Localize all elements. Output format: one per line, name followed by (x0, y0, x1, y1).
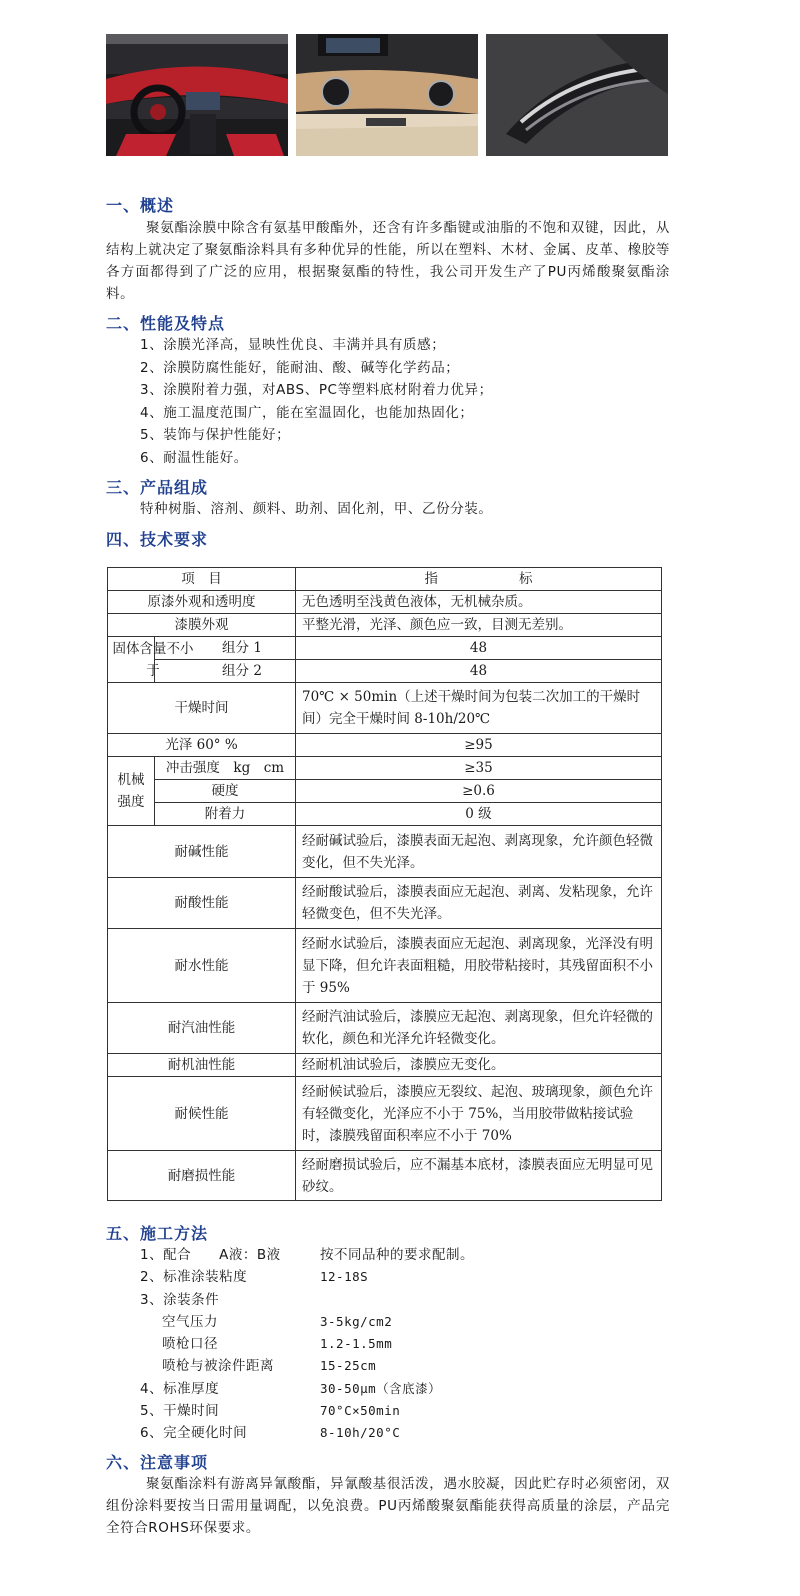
table-row (108, 1151, 662, 1201)
table-row (108, 614, 662, 637)
notes-text: 聚氨酯涂料有游离异氰酸酯，异氰酸基很活泼，遇水胶凝，因此贮存时必须密闭，双组份涂料要按当日需用量调配，以免浪费。PU丙烯酸聚氨酯能获得高质量的涂层，产品完全符合ROHS环保要求。 (106, 1476, 670, 1536)
section-title-application: 五、施工方法 (106, 1224, 209, 1243)
row-label: 耐汽油性能 (108, 1003, 296, 1054)
row-value: ≥95 (296, 734, 662, 757)
step-sub-label: 空气压力 (162, 1313, 218, 1330)
step-value: 按不同品种的要求配制。 (320, 1247, 474, 1263)
step-row (140, 1422, 660, 1444)
step-label: 3、涂装条件 (140, 1291, 220, 1308)
row-label: 附着力 (155, 803, 296, 826)
composition-text: 特种树脂、溶剂、颜料、助剂、固化剂，甲、乙份分装。 (140, 501, 493, 517)
row-value: 经耐水试验后，漆膜表面应无起泡、剥离现象，光泽没有明显下降，但允许表面粗糙，用胶带粘接时，其残留面积不小于 95% (296, 929, 662, 1003)
step-value: 8-10h/20°C (320, 1425, 401, 1441)
car-dashboard-trim-photo (296, 34, 478, 156)
row-value: 经耐酸试验后，漆膜表面应无起泡、剥离、发粘现象，允许轻微变色，但不失光泽。 (296, 878, 662, 929)
row-label: 耐机油性能 (108, 1054, 296, 1077)
step-value: 1.2-1.5mm (320, 1336, 393, 1352)
header-item: 项 目 (108, 568, 296, 591)
table-row (108, 637, 662, 660)
table-row (108, 929, 662, 1003)
step-label: 5、干燥时间 (140, 1403, 220, 1420)
step-row (140, 1400, 660, 1422)
row-label: 硬度 (155, 780, 296, 803)
feature-item: 2、涂膜防腐性能好，能耐油、酸、碱等化学药品； (140, 359, 460, 376)
row-value: 经耐汽油试验后，漆膜应无起泡、剥离现象，但允许轻微的软化，颜色和光泽允许轻微变化。 (296, 1003, 662, 1054)
step-row (140, 1333, 660, 1355)
row-value: 经耐候试验后，漆膜应无裂纹、起泡、玻璃现象，颜色允许有轻微变化，光泽应不小于 75%，当用胶带做粘接试验时，漆膜残留面积率应不小于 70% (296, 1077, 662, 1151)
step-row (140, 1289, 660, 1311)
row-label: 原漆外观和透明度 (108, 591, 296, 614)
row-label: 干燥时间 (108, 683, 296, 734)
table-row (108, 780, 662, 803)
row-label: 光泽 60° % (108, 734, 296, 757)
features-list (140, 334, 493, 469)
table-row (108, 878, 662, 929)
row-label: 耐候性能 (108, 1077, 296, 1151)
row-value: 经耐磨损试验后，应不漏基本底材，漆膜表面应无明显可见砂纹。 (296, 1151, 662, 1201)
step-label: 1、配合 A液：B液 (140, 1247, 281, 1263)
step-label: 6、完全硬化时间 (140, 1425, 248, 1442)
row-value: 48 (296, 660, 662, 683)
header-index: 指 标 (296, 568, 662, 591)
car-door-handle-photo (486, 34, 668, 156)
step-value: 70°C×50min (320, 1403, 401, 1419)
row-label: 耐水性能 (108, 929, 296, 1003)
row-value: 48 (296, 637, 662, 660)
table-row (108, 826, 662, 878)
notes-paragraph (106, 1473, 670, 1539)
row-label: 组分 1 (155, 637, 296, 660)
table-row (108, 591, 662, 614)
overview-paragraph (106, 217, 670, 305)
step-row (140, 1266, 660, 1288)
table-row (108, 803, 662, 826)
car-interior-dashboard-photo (106, 34, 288, 156)
table-row (108, 734, 662, 757)
step-value: 3-5kg/cm2 (320, 1313, 393, 1329)
row-value: 无色透明至浅黄色液体，无机械杂质。 (296, 591, 662, 614)
row-value: 70℃ × 50min（上述干燥时间为包装二次加工的干燥时间）完全干燥时间 8-10h/20℃ (296, 683, 662, 734)
step-row (140, 1378, 660, 1400)
step-label: 4、标准厚度 (140, 1380, 220, 1397)
mechanical-strength-label: 机械强度 (108, 757, 155, 826)
step-sub-label: 喷枪与被涂件距离 (162, 1358, 274, 1375)
step-value: 15-25cm (320, 1358, 377, 1374)
section-title-notes: 六、注意事项 (106, 1453, 209, 1472)
table-row (108, 1054, 662, 1077)
tech-requirements-table (107, 567, 662, 1201)
feature-item: 6、耐温性能好。 (140, 449, 248, 466)
step-sub-label: 喷枪口径 (162, 1336, 218, 1353)
row-label: 耐磨损性能 (108, 1151, 296, 1201)
step-value: 30-50μm（含底漆） (320, 1380, 442, 1396)
row-value: ≥35 (296, 757, 662, 780)
photo-strip (106, 34, 668, 156)
feature-item: 1、涂膜光泽高，显映性优良、丰满并具有质感； (140, 337, 446, 353)
table-row (108, 1003, 662, 1054)
row-label: 耐酸性能 (108, 878, 296, 929)
step-label: 2、标准涂装粘度 (140, 1269, 248, 1286)
feature-item: 4、施工温度范围广，能在室温固化，也能加热固化； (140, 404, 474, 421)
row-value: 平整光滑，光泽、颜色应一致，目测无差别。 (296, 614, 662, 637)
row-value: ≥0.6 (296, 780, 662, 803)
row-value: 经耐碱试验后，漆膜表面无起泡、剥离现象，允许颜色轻微变化，但不失光泽。 (296, 826, 662, 878)
row-label: 漆膜外观 (108, 614, 296, 637)
section-title-tech-requirements: 四、技术要求 (106, 530, 209, 549)
table-header-row (108, 568, 662, 591)
step-value: 12-18S (320, 1269, 369, 1285)
feature-item: 5、装饰与保护性能好； (140, 427, 291, 443)
solid-content-label: 固体含量不小于 (112, 640, 194, 679)
overview-text: 聚氨酯涂膜中除含有氨基甲酸酯外，还含有许多酯键或油脂的不饱和双键，因此，从结构上就决定了聚氨酯涂料具有多种优异的性能，所以在塑料、木材、金属、皮革、橡胶等各方面都得到了广泛的应用，根据聚氨酯的特性，我公司开发生产了PU丙烯酸聚氨酯涂料。 (106, 220, 670, 302)
row-label: 耐碱性能 (108, 826, 296, 878)
step-row (140, 1244, 660, 1266)
step-row (140, 1311, 660, 1333)
table-row (108, 757, 662, 780)
table-row (108, 660, 662, 683)
section-title-overview: 一、概述 (106, 196, 175, 215)
row-value: 0 级 (296, 803, 662, 826)
section-title-features: 二、性能及特点 (106, 314, 226, 333)
solid-content-group (108, 637, 194, 683)
section-title-composition: 三、产品组成 (106, 478, 209, 497)
feature-item: 3、涂膜附着力强，对ABS、PC等塑料底材附着力优异； (140, 382, 493, 398)
row-value: 经耐机油试验后，漆膜应无变化。 (296, 1054, 662, 1077)
step-row (140, 1355, 660, 1377)
row-label: 组分 2 (155, 660, 296, 683)
row-label: 冲击强度 kg cm (155, 757, 296, 780)
table-row (108, 1077, 662, 1151)
table-row (108, 683, 662, 734)
application-steps (140, 1244, 660, 1445)
